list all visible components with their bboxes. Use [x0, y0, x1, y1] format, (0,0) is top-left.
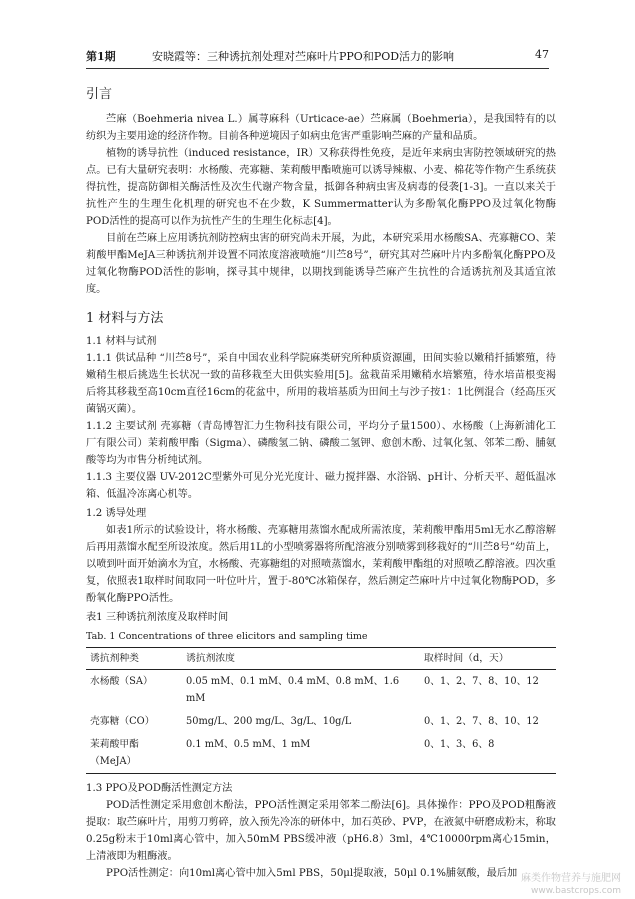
table-cell: 0、1、3、6、8	[420, 733, 556, 774]
section-1-heading: 1 材料与方法	[86, 311, 164, 326]
article-body	[86, 86, 556, 882]
table-cell: 0、1、2、7、8、10、12	[424, 676, 539, 687]
table-cell: 0.1 mM、0.5 mM、1 mM	[182, 733, 420, 774]
table-cell: 0.05 mM、0.1 mM、0.4 mM、0.8 mM、1.6 mM	[186, 676, 400, 704]
table-header-elicitor: 诱抗剂种类	[86, 648, 182, 670]
table-1-caption-cn: 表1 三种诱抗剂浓度及取样时间	[86, 612, 229, 623]
header-rule	[86, 68, 549, 69]
intro-paragraph-2: 植物的诱导抗性（induced resistance，IR）又称获得性免疫，是近年来病虫害防控领域研究的热点。已有大量研究表明：水杨酸、壳寡糖、茉莉酸甲酯喷施可以诱导辣椒、小麦、棉花等作物产生系统获得抗性，提高防御相关酶活性及次生代谢产物含量，抵御各种病虫害及病毒的侵袭[1-3]。一直以来关于抗性产生的生理生化机理的研究也不在少数，K Summermatter认为多酚氧化酶PPO及过氧化物酶POD活性的提高可以作为抗性产生的生理生化标志[4]。	[86, 148, 556, 227]
section-1-1-heading: 1.1 材料与试剂	[86, 336, 157, 347]
table-cell: 50mg/L、200 mg/L、3g/L、10g/L	[186, 716, 352, 727]
table-cell: 壳寡糖（CO）	[90, 716, 155, 727]
section-1-2-paragraph: 如表1所示的试验设计，将水杨酸、壳寡糖用蒸馏水配成所需浓度，茉莉酸甲酯用5ml无水乙醇溶解后再用蒸馏水配至所设浓度。然后用1L的小型喷雾器将所配溶液分别喷雾到移栽好的“川苎8号”幼苗上，以喷到叶面开始滴水为宜，水杨酸、壳寡糖组的对照喷蒸馏水，茉莉酸甲酯组的对照喷乙醇溶液。四次重复，依照表1取样时间取同一叶位叶片，置于-80℃冰箱保存，然后测定苎麻叶片中过氧化物酶POD，多酚氧化酶PPO活性。	[86, 525, 556, 604]
section-1-1-3-paragraph: 1.1.3 主要仪器 UV-2012C型紫外可见分光光度计、磁力搅拌器、水浴锅、pH计、分析天平、超低温冰箱、低温冷冻离心机等。	[86, 472, 556, 500]
watermark-url: www.bastcrops.com	[530, 886, 621, 896]
table-row	[86, 733, 556, 774]
table-cell: 茉莉酸甲酯（MeJA）	[86, 733, 182, 774]
page-number: 47	[535, 48, 549, 61]
table-header-concentration: 诱抗剂浓度	[182, 648, 420, 670]
table-header-sampling-time: 取样时间（d，天）	[420, 648, 556, 670]
section-1-2-heading: 1.2 诱导处理	[86, 508, 147, 519]
intro-paragraph-3: 目前在苎麻上应用诱抗剂防控病虫害的研究尚未开展，为此，本研究采用水杨酸SA、壳寡糖CO、茉莉酸甲酯MeJA三种诱抗剂并设置不同浓度溶液喷施“川苎8号”，研究其对苎麻叶片内多酚氧化酶PPO及过氧化物酶POD活性的影响，探寻其中规律，以期找到能诱导苎麻产生抗性的合适诱抗剂及其适宜浓度。	[86, 233, 556, 295]
section-1-3-paragraph-1: POD活性测定采用愈创木酚法，PPO活性测定采用邻苯二酚法[6]。具体操作：PPO及POD粗酶液提取：取苎麻叶片，用剪刀剪碎，放入预先冷冻的研体中，加石英砂、PVP，在液氮中研磨成粉末，称取0.25g粉末于10ml离心管中，加入50mM PBS缓冲液（pH6.8）3ml，4℃10000rpm离心15min，上清液即为粗酶液。	[86, 800, 556, 862]
intro-paragraph-1: 苎麻（Boehmeria nivea L.）属荨麻科（Urticace-ae）苎麻属（Boehmeria），是我国特有的以纺织为主要用途的经济作物。目前各种逆境因子如病虫危害严重影响苎麻的产量和品质。	[86, 114, 556, 142]
table-cell: 水杨酸（SA）	[90, 676, 153, 687]
section-1-1-1-paragraph: 1.1.1 供试品种 “川苎8号”，采自中国农业科学院麻类研究所种质资源圃，田间实验以嫩稍扦插繁殖，待嫩稍生根后挑选生长状况一致的苗移栽至大田供实验用[5]。盆栽苗采用嫩稍水培繁殖，待水培苗根变褐后将其移栽至高10cm直径16cm的花盆中，所用的栽培基质为田间土与沙子按1：1比例混合（经高压灭菌锅灭菌）。	[86, 353, 556, 415]
running-title: 安晓霞等：三种诱抗剂处理对苎麻叶片PPO和POD活力的影响	[152, 50, 455, 63]
site-watermark	[521, 873, 621, 897]
intro-heading: 引言	[86, 87, 113, 102]
watermark-text: 麻类作物营养与施肥网	[521, 873, 621, 884]
section-1-3-paragraph-2: PPO活性测定：向10ml离心管中加入5ml PBS，50μl提取液，50μl 0.1%脯氨酸，最后加	[106, 868, 518, 879]
running-header	[86, 48, 549, 66]
table-row	[86, 710, 556, 733]
table-1	[86, 647, 556, 774]
table-1-caption-en: Tab. 1 Concentrations of three elicitors and sampling time	[86, 631, 368, 642]
table-header-row	[86, 648, 556, 670]
table-cell: 0、1、2、7、8、10、12	[424, 716, 539, 727]
section-1-3-heading: 1.3 PPO及POD酶活性测定方法	[86, 783, 233, 794]
table-row	[86, 670, 556, 711]
section-1-1-2-paragraph: 1.1.2 主要试剂 壳寡糖（青岛博智汇力生物科技有限公司，平均分子量1500）、水杨酸（上海新浦化工厂有限公司）茉莉酸甲酯（Sigma）、磷酸氢二钠、磷酸二氢钾、愈创木酚、过氧化氢、邻苯二酚、脯氨酸等均为市售分析纯试剂。	[86, 421, 556, 466]
issue-label: 第1期	[86, 50, 116, 63]
